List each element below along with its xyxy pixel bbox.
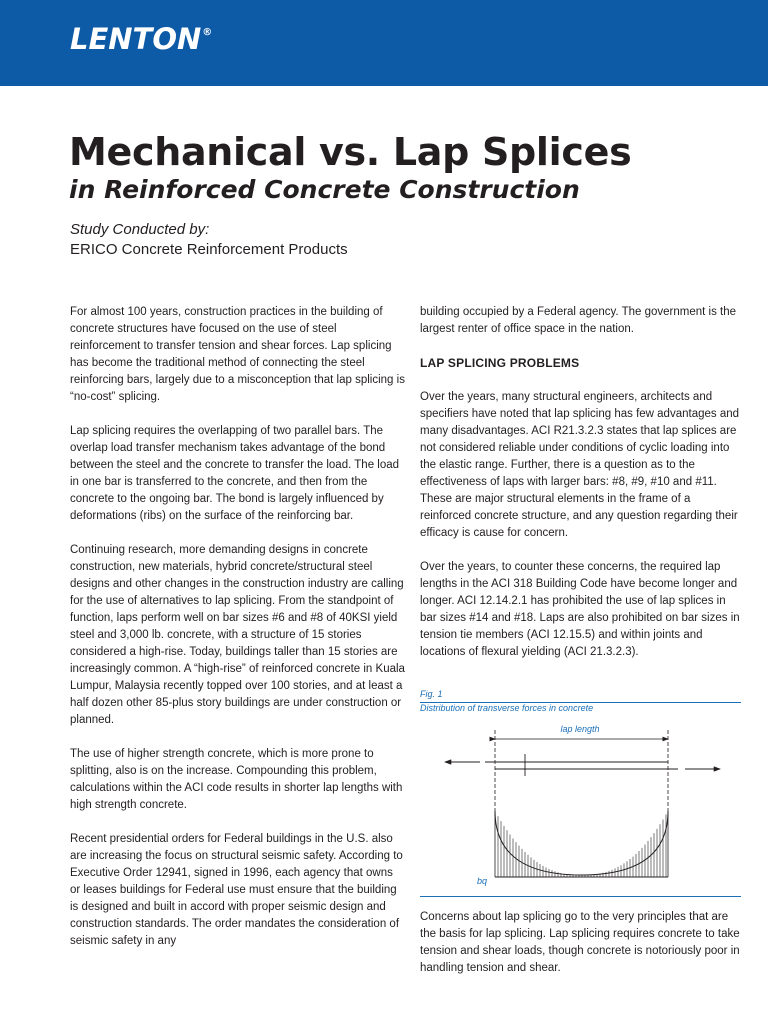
right-column [420, 304, 742, 678]
organization-name: ERICO Concrete Reinforcement Products [70, 241, 348, 258]
figure-label: Fig. 1 [420, 689, 443, 699]
paragraph: Over the years, many structural engineers, architects and specifiers have noted that lap splicing has few advantages and many disadvantages. ACI R21.3.2.3 states that lap splices are not considered reliable under conditions of cyclic loading into the elastic range. Further, there is a question as to the effectiveness of laps with larger bars: #8, #9, #10 and #11. These are major structural elements in the frame of a reinforced concrete structure, and any question regarding their efficacy is cause for concern. [420, 391, 740, 539]
figure-bottom-rule [420, 896, 741, 897]
study-label: Study Conducted by: [70, 221, 210, 238]
paragraph: Over the years, to counter these concerns, the required lap lengths in the ACI 318 Building Code have become longer and longer. ACI 12.14.2.1 has prohibited the use of lap splices in bar sizes #14 and #18. Laps are also prohibited on bar sizes in tension tie members (ACI 12.15.5) and within joints and locations of flexural yielding (ACI 21.3.2.3). [420, 561, 740, 658]
left-column [70, 304, 405, 967]
document-subtitle: in Reinforced Concrete Construction [69, 175, 580, 204]
figure-caption: Distribution of transverse forces in concrete [420, 703, 594, 713]
lenton-logo [70, 22, 213, 56]
paragraph: building occupied by a Federal agency. The government is the largest renter of office space in the nation. [420, 306, 737, 335]
brand-name: LENTON [70, 22, 202, 56]
paragraph: Continuing research, more demanding designs in concrete construction, new materials, hybrid concrete/structural steel designs and other changes in the construction industry are calling for the use of alternatives to lap splicing. From the standpoint of function, laps perform well on bar sizes #6 and #8 of 40KSI yield steel and 3,000 lb. concrete, with a structure of 15 stories considered a high-rise. Today, buildings taller than 15 stories are increasingly common. A “high-rise” of reinforced concrete in Kuala Lumpur, Malaysia recently topped over 100 stories, and at least a half dozen other 85-plus story buildings are under construction or planned. [70, 544, 405, 726]
header-banner [0, 0, 768, 86]
right-column-bottom [420, 909, 742, 994]
paragraph: The use of higher strength concrete, which is more prone to splitting, also is on the increase. Compounding this problem, calculations within the ACI code results in shorter lap lengths with high strength concrete. [70, 748, 403, 811]
paragraph: Lap splicing requires the overlapping of two parallel bars. The overlap load transfer mechanism takes advantage of the bond between the steel and the concrete to transfer the load. The load in one bar is transferred to the concrete, and then from the concrete to the ongoing bar. The bond is largely influenced by deformations (ribs) on the surface of the reinforcing bar. [70, 425, 400, 522]
paragraph: Recent presidential orders for Federal buildings in the U.S. also are increasing the focus on structural seismic safety. According to Executive Order 12941, signed in 1996, each agency that owns or leases buildings for Federal use must ensure that the building is designed and built in accord with proper seismic design and construction standards. The order mandates the consideration of seismic safety in any [70, 833, 403, 947]
paragraph: Concerns about lap splicing go to the very principles that are the basis for lap splicing. Lap splicing requires concrete to take tension and shear loads, though concrete is notoriously poor in handling tension and shear. [420, 911, 740, 974]
lap-length-label: lap length [560, 724, 600, 734]
bq-label: bq [477, 876, 488, 886]
paragraph: For almost 100 years, construction practices in the building of concrete structures have focused on the use of steel reinforcement to transfer tension and shear forces. Lap splicing has become the traditional method of connecting the steel reinforcing bars, largely due to a misconception that lap splicing is “no-cost” splicing. [70, 306, 405, 403]
force-hatching [498, 814, 666, 877]
registered-mark: ® [202, 27, 213, 38]
section-heading: LAP SPLICING PROBLEMS [420, 356, 580, 370]
lap-splice-diagram [420, 712, 742, 894]
document-title: Mechanical vs. Lap Splices [69, 130, 632, 174]
